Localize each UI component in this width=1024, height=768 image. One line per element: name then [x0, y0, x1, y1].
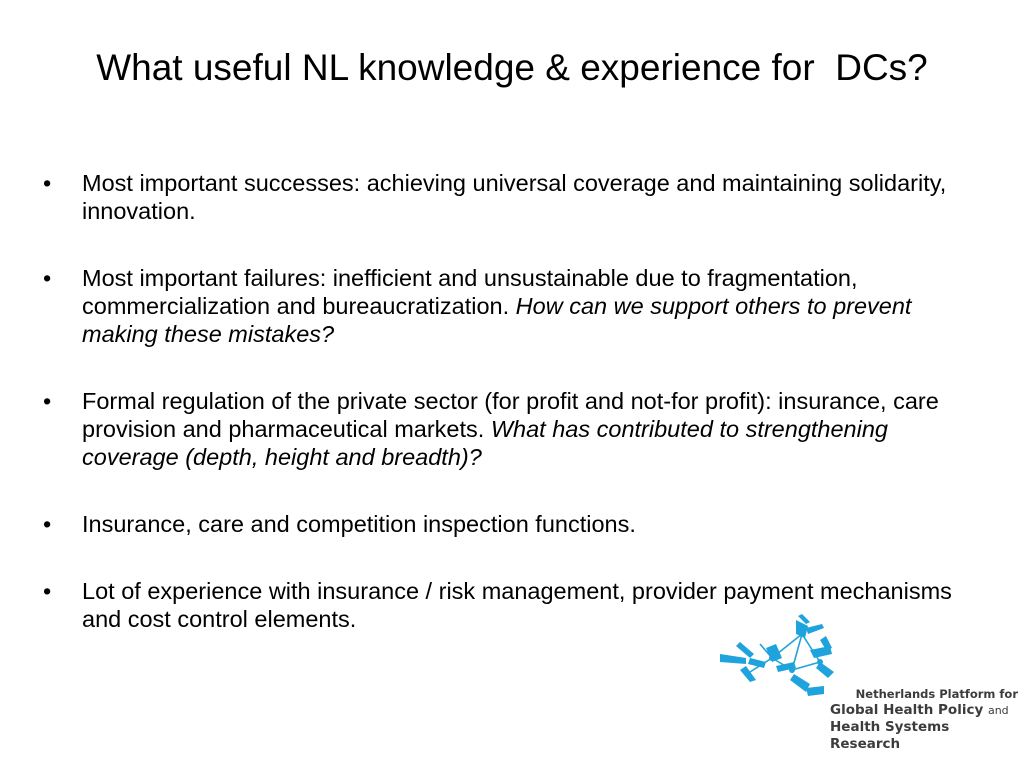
bullet-dot: • [43, 265, 52, 291]
bullet-item [40, 387, 980, 471]
bullet-text: Lot of experience with insurance / risk management, provider payment mechanisms and cost control elements. [82, 578, 952, 632]
bullet-item [40, 264, 980, 348]
organization-logo [710, 614, 1024, 768]
logo-line-2-and: and [987, 704, 1009, 717]
logo-text [828, 687, 1024, 753]
bullet-dot: • [43, 170, 52, 196]
bullet-question: How can we support others to prevent making these mistakes? [82, 293, 912, 347]
bullet-question: What has contributed to strengthening coverage (depth, height and breadth)? [82, 416, 888, 470]
bullet-text: Most important failures: inefficient and unsustainable due to fragmentation, commercialization and bureaucratization. [82, 265, 858, 319]
logo-line-3: Health Systems Research [830, 719, 950, 752]
bullet-dot: • [43, 388, 52, 414]
bullet-list [40, 169, 980, 672]
bullet-dot: • [43, 511, 52, 537]
bullet-text: Formal regulation of the private sector (for profit and not-for profit): insurance, care provision and pharmaceutical markets. [82, 388, 939, 442]
logo-line-2 [828, 702, 1024, 719]
bullet-dot: • [43, 578, 52, 604]
bullet-text: Most important successes: achieving universal coverage and maintaining solidarity, innovation. [82, 170, 947, 224]
bullet-text: Insurance, care and competition inspection functions. [82, 511, 636, 537]
bullet-item [40, 510, 980, 538]
logo-line-2-main: Global Health Policy [830, 702, 988, 718]
bullet-item [40, 169, 980, 225]
logo-line-1: Netherlands Platform for [855, 687, 1018, 701]
slide-title: What useful NL knowledge & experience for DCs? [96, 47, 928, 88]
